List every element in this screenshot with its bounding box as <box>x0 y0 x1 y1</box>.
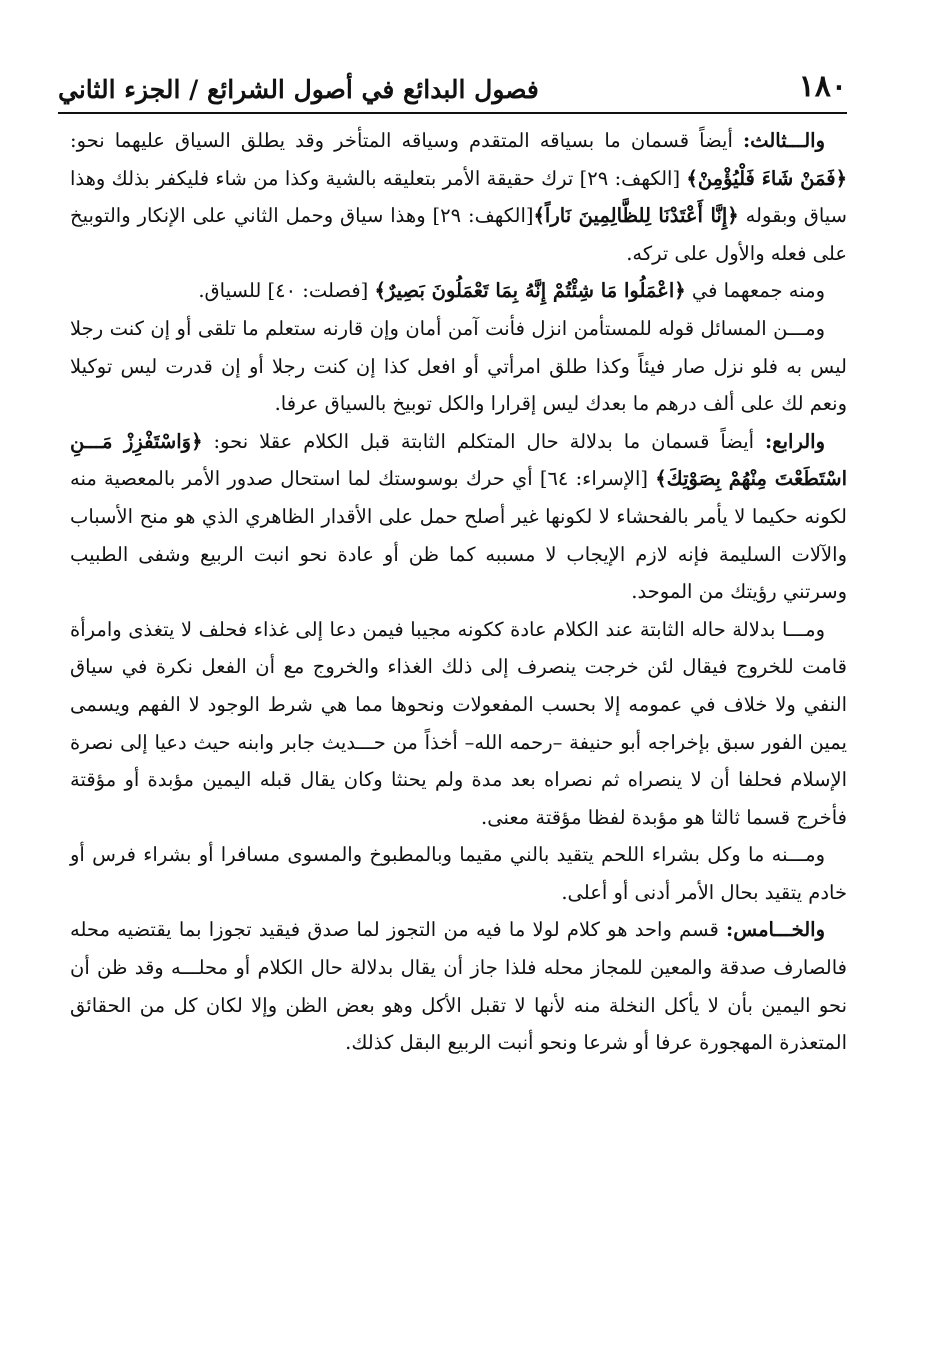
text-span: [الكهف: ٢٩] ترك حقيقة الأمر بتعليقه بالشية وكذا من شاء فليكفر بذلك وهذا سياق وبقوله <box>70 166 847 228</box>
paragraph-fifth <box>70 911 847 1061</box>
paragraph-fourth <box>70 423 847 611</box>
paragraph-state <box>70 611 847 837</box>
paragraph-third <box>70 122 847 272</box>
quran-verse: ﴿اعْمَلُوا مَا شِئْتُمْ إِنَّهُ بِمَا تَعْمَلُونَ بَصِيرٌ﴾ <box>374 279 686 303</box>
quran-verse: ﴿وَاسْتَفْزِزْ مَـــنِ اسْتَطَعْتَ مِنْهُمْ بِصَوْتِكَ﴾ <box>70 429 847 491</box>
text-span: أيضاً قسمان ما بدلالة حال المتكلم الثابتة قبل الكلام عقلا نحو: <box>202 429 766 453</box>
text-span: ومـــا بدلالة حاله الثابتة عند الكلام عادة ككونه مجيبا فيمن دعا إلى غذاء فحلف لا يتغذى وامرأة قامت للخروج فيقال لئن خرجت ينصرف إلى ذلك الغذاء والخروج مع أن الفعل نكرة في سياق النفي ولا خلاف في عمومه إلا بحسب المفعولات ونحوها مما هي شرط الوجود لا الفهم ويسمى يمين الفور سبق بإخراجه أبو حنيفة –رحمه الله– أخذاً من حـــديث جابر وابنه حيث دعيا إلى نصرة الإسلام فحلفا أن لا ينصراه ثم نصراه بعد مدة ولم يحنثا وكان يقال قبله اليمين مؤبدة أو مؤقتة فأخرج قسما ثالثا هو مؤبدة لفظا مؤقتة معنى. <box>70 617 847 829</box>
text-span: [الكهف: ٢٩] وهذا سياق وحمل الثاني على الإنكار والتوبيخ على فعله والأول على تركه. <box>70 204 847 265</box>
quran-verse: ﴿إِنَّا أَعْتَدْنَا لِلظَّالِمِينَ نَاراً﴾ <box>533 204 739 228</box>
text-span: ومـــن المسائل قوله للمستأمن انزل فأنت آمن أمان وإن قارنه ستعلم ما تلقى أو إن كنت رجلا ليس به فلو نزل صار فيئاً وكذا طلق امرأتي أو افعل كذا إن كنت رجلا أو إن قدرت ليس توكيلا ونعم لك على ألف درهم ما بعدك ليس إقرارا والكل توبيخ بالسياق عرفا. <box>70 316 847 416</box>
section-lead: والـــثالث: <box>742 129 825 152</box>
quran-verse: ﴿فَمَنْ شَاءَ فَلْيُؤْمِنْ﴾ <box>686 166 847 190</box>
text-span: [الإسراء: ٦٤] أي حرك بوسوستك لما استحال صدور الأمر بالمعصية منه لكونه حكيما لا يأمر بالفحشاء لا لكونها غير أصلح حمل على الأقدار الظاهري الذي هو منح الأسباب والآلات السليمة فإنه لازم الإيجاب لا مسببه كما ظن أو عادة نحو انبت الربيع وشفى الطبيب وسرتني رؤيتك من الموحد. <box>70 467 847 604</box>
section-lead: والرابع: <box>765 429 825 453</box>
text-span: [فصلت: ٤٠] للسياق. <box>198 279 375 303</box>
page-body <box>70 122 847 1062</box>
paragraph-issues <box>70 310 847 423</box>
page-header <box>58 52 847 114</box>
paragraph-agent <box>70 836 847 911</box>
running-title: فصول البدائع في أصول الشرائع / الجزء الثاني <box>58 75 539 104</box>
text-span: ومـــنه ما وكل بشراء اللحم يتقيد بالني مقيما وبالمطبوخ والمسوى مسافرا أو بشراء فرس أو خادم يتقيد بحال الأمر أدنى أو أعلى. <box>70 843 847 904</box>
text-span: أيضاً قسمان ما بسياقه المتقدم وسياقه المتأخر وقد يطلق السياق عليهما نحو: <box>70 129 743 152</box>
page-number: ١٨٠ <box>798 69 847 104</box>
paragraph-combined <box>70 272 847 310</box>
text-span: قسم واحد هو كلام لولا ما فيه من التجوز لما صدق فيقيد تجوزا بما يقتضيه محله فالصارف صدقة والمعين للمجاز محله فلذا جاز أن يقال بدلالة حال الكلام أو محلـــه وقد ظن أن نحو اليمين بأن لا يأكل النخلة منه لأنها لا تقبل الأكل وهو بعض الظن وإلا لكان كل من الحقائق المتعذرة المهجورة عرفا أو شرعا ونحو أنبت الربيع البقل كذلك. <box>70 918 847 1055</box>
section-lead: والخـــامس: <box>726 918 825 942</box>
text-span: ومنه جمعهما في <box>685 279 825 303</box>
